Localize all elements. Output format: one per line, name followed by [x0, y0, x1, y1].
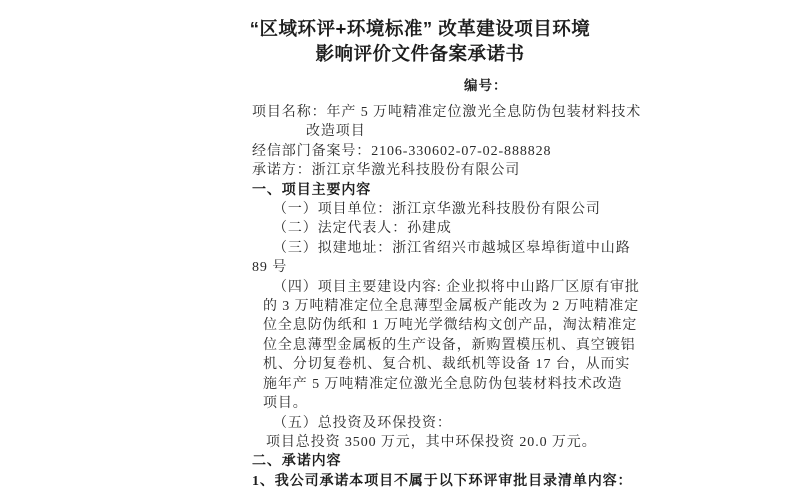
investment-detail-line: 项目总投资 3500 万元，其中环保投资 20.0 万元。: [266, 434, 597, 450]
item-4-construction-line-7: 项目。: [263, 396, 308, 412]
document-number-label: 编号：: [464, 78, 508, 93]
document-body: [252, 103, 652, 490]
item-4-construction-line-2: 的 3 万吨精准定位全息薄型金属板产能改为 2 万吨精准定: [263, 299, 640, 315]
section-1-heading: 一、项目主要内容: [252, 182, 372, 198]
commitment-item-1: 1、我公司承诺本项目不属于以下环评审批目录清单内容：: [252, 473, 633, 489]
document-title-line-2: 影响评价文件备案承诺书: [315, 43, 525, 64]
item-1-project-unit: （一）项目单位：浙江京华激光科技股份有限公司: [273, 202, 601, 218]
document-title-line-1: “区域环评+环境标准” 改革建设项目环境: [249, 18, 591, 39]
project-name-line-2: 改造项目: [306, 124, 366, 140]
document-content: [249, 16, 652, 490]
item-4-construction-line-3: 位全息防伪纸和 1 万吨光学微结构文创产品，淘汰精准定: [263, 318, 638, 334]
document-title: [234, 16, 606, 66]
promisor-line: 承诺方：浙江京华激光科技股份有限公司: [252, 163, 521, 179]
item-4-construction-line-1: （四）项目主要建设内容: 企业拟将中山路厂区原有审批: [273, 279, 640, 295]
item-2-legal-representative: （二）法定代表人：孙建成: [273, 221, 452, 237]
item-3-address-line-1: （三）拟建地址：浙江省绍兴市越城区皋埠街道中山路: [273, 240, 631, 256]
item-5-investment-heading: （五）总投资及环保投资：: [273, 415, 452, 431]
item-4-construction-line-4: 位全息薄型金属板的生产设备，新购置模压机、真空镀铝: [263, 337, 636, 353]
project-name-line-1: 项目名称：年产 5 万吨精准定位激光全息防伪包装材料技术: [252, 105, 642, 120]
section-2-heading: 二、承诺内容: [252, 454, 342, 470]
item-4-construction-line-5: 机、分切复卷机、复合机、裁纸机等设备 17 台，从而实: [263, 357, 631, 373]
item-4-construction-line-6: 施年产 5 万吨精准定位激光全息防伪包装材料技术改造: [263, 376, 623, 392]
record-number-line: 经信部门备案号：2106-330602-07-02-888828: [252, 143, 552, 159]
item-3-address-line-2: 89 号: [252, 260, 288, 276]
